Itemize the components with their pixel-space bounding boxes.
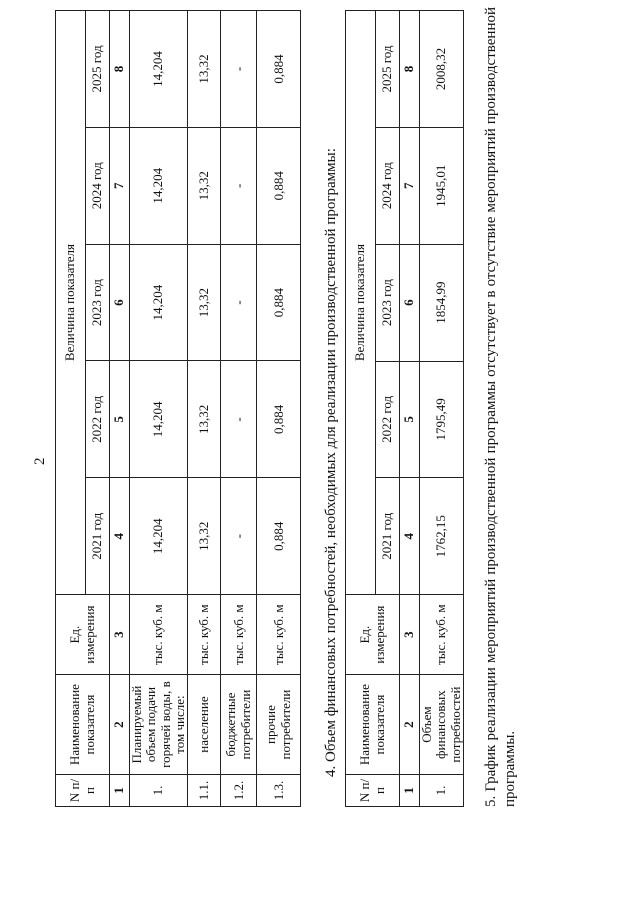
header-year: 2024 год (86, 127, 110, 244)
header-group: Величина показателя (56, 11, 86, 595)
row-name: население (188, 675, 221, 775)
row-value: 0,884 (257, 478, 301, 595)
row-value: - (221, 244, 257, 361)
row-value: 13,32 (188, 478, 221, 595)
column-number: 7 (400, 127, 420, 244)
row-num: 1. (420, 775, 464, 807)
row-value: 14,204 (130, 127, 188, 244)
header-year: 2023 год (86, 244, 110, 361)
column-number: 7 (110, 127, 130, 244)
hot-water-volume-table (55, 10, 301, 807)
header-year: 2022 год (86, 361, 110, 478)
row-value: 0,884 (257, 244, 301, 361)
row-value: 13,32 (188, 244, 221, 361)
column-number: 1 (400, 775, 420, 807)
row-name: прочие потребители (257, 675, 301, 775)
header-year: 2021 год (376, 478, 400, 595)
column-number: 4 (400, 478, 420, 595)
header-unit: Ед. измерения (346, 595, 400, 675)
section-5-text: 5. График реализации мероприятий производственной программы отсутствует в отсутствие мероприятий производственной программы. (483, 7, 518, 807)
column-number: 4 (110, 478, 130, 595)
column-number: 2 (400, 675, 420, 775)
section-4-title: 4. Объем финансовых потребностей, необходимых для реализации производственной программы: (323, 148, 339, 777)
column-number: 8 (110, 11, 130, 128)
row-value: 14,204 (130, 478, 188, 595)
row-num: 1.3. (257, 775, 301, 807)
row-unit: тыс. куб. м (420, 595, 464, 675)
header-year: 2021 год (86, 478, 110, 595)
row-value: 1795,49 (420, 361, 464, 478)
table-row (257, 11, 301, 807)
header-year: 2025 год (376, 11, 400, 128)
column-number-row (400, 11, 420, 807)
row-num: 1.2. (221, 775, 257, 807)
financial-needs-table (345, 10, 464, 807)
row-value: 0,884 (257, 127, 301, 244)
row-value: - (221, 478, 257, 595)
column-number: 5 (400, 361, 420, 478)
row-unit: тыс. куб. м (221, 595, 257, 675)
header-num: N п/п (346, 775, 400, 807)
header-group: Величина показателя (346, 11, 376, 595)
row-unit: тыс. куб. м (257, 595, 301, 675)
row-value: 13,32 (188, 361, 221, 478)
row-value: 0,884 (257, 361, 301, 478)
header-unit: Ед. измерения (56, 595, 110, 675)
row-value: - (221, 127, 257, 244)
row-value: 1854,99 (420, 244, 464, 361)
row-value: 1762,15 (420, 478, 464, 595)
page-number: 2 (32, 457, 48, 465)
row-value: 14,204 (130, 361, 188, 478)
table-row (420, 11, 464, 807)
column-number: 6 (400, 244, 420, 361)
column-number: 1 (110, 775, 130, 807)
row-name: Объем финансовых потребностей (420, 675, 464, 775)
table-row (188, 11, 221, 807)
header-year: 2024 год (376, 127, 400, 244)
table-row (221, 11, 257, 807)
header-name: Наименование показателя (346, 675, 400, 775)
row-value: 14,204 (130, 244, 188, 361)
row-value: 2008,32 (420, 11, 464, 128)
row-value: - (221, 361, 257, 478)
row-num: 1.1. (188, 775, 221, 807)
header-year: 2022 год (376, 361, 400, 478)
row-num: 1. (130, 775, 188, 807)
row-unit: тыс. куб. м (130, 595, 188, 675)
row-value: 0,884 (257, 11, 301, 128)
column-number: 8 (400, 11, 420, 128)
header-name: Наименование показателя (56, 675, 110, 775)
column-number: 2 (110, 675, 130, 775)
column-number: 5 (110, 361, 130, 478)
row-name: Планируемый объем подачи горячей воды, в том числе: (130, 675, 188, 775)
row-name: бюджетные потребители (221, 675, 257, 775)
row-value: 1945,01 (420, 127, 464, 244)
header-year: 2023 год (376, 244, 400, 361)
header-num: N п/п (56, 775, 110, 807)
column-number: 3 (110, 595, 130, 675)
column-number: 6 (110, 244, 130, 361)
row-unit: тыс. куб. м (188, 595, 221, 675)
header-year: 2025 год (86, 11, 110, 128)
table-row (130, 11, 188, 807)
column-number-row (110, 11, 130, 807)
row-value: 14,204 (130, 11, 188, 128)
row-value: 13,32 (188, 127, 221, 244)
row-value: 13,32 (188, 11, 221, 128)
column-number: 3 (400, 595, 420, 675)
row-value: - (221, 11, 257, 128)
